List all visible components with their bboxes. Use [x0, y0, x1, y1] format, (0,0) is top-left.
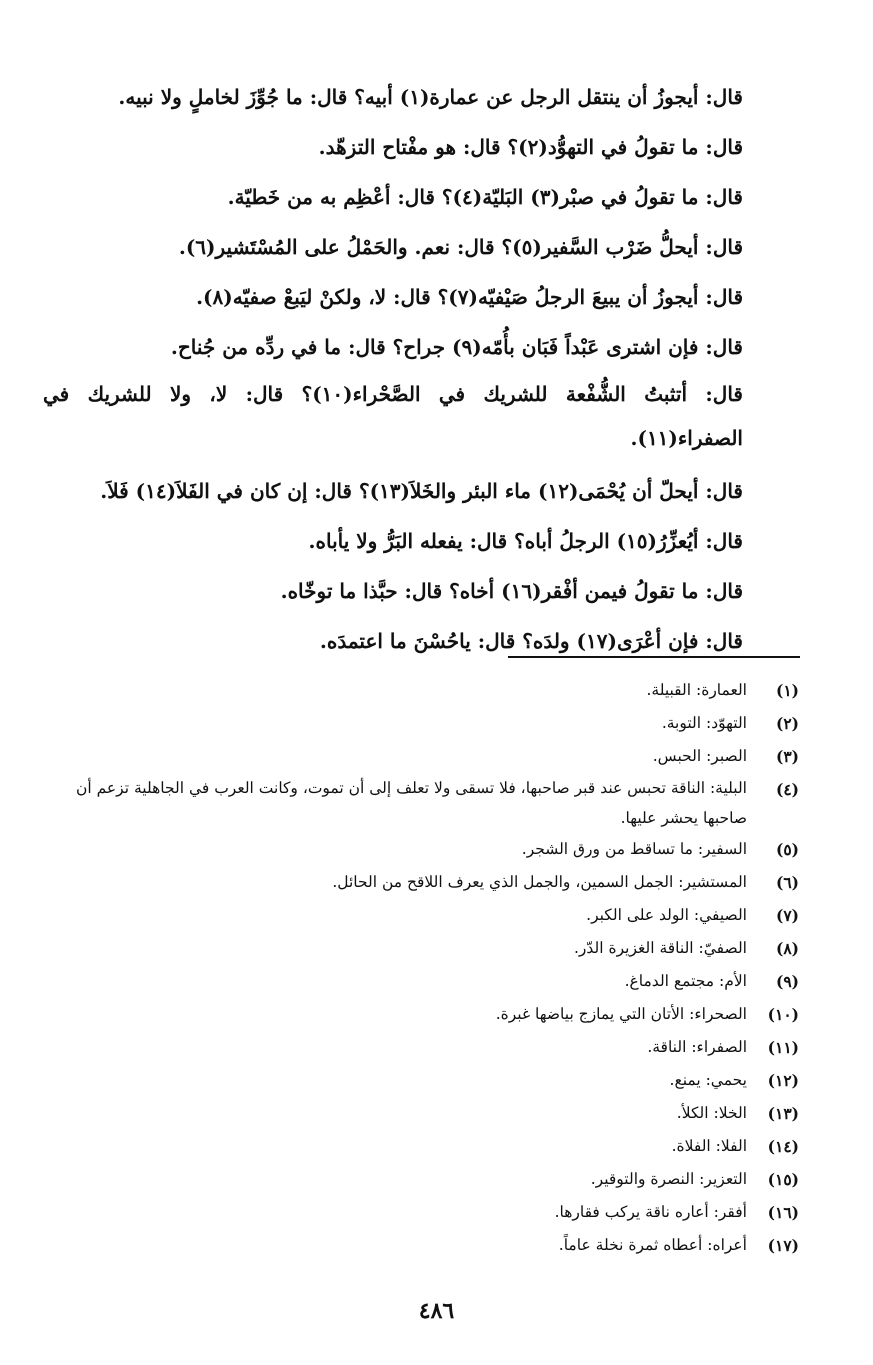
footnote — [39, 1064, 799, 1097]
footnote — [39, 1163, 799, 1196]
footnote-number: (١٦) — [767, 1203, 799, 1222]
footnote — [39, 965, 799, 998]
paragraph: قال: فإن اشترى عَبْداً فَبَان بأُمّه(٩) جراح؟ قال: ما في ردِّه من جُناح. — [170, 335, 743, 359]
footnote — [39, 1097, 799, 1130]
paragraph: قال: أيجوزُ أن ينتقل الرجل عن عمارة(١) أبيه؟ قال: ما جُوِّزَ لخاملٍ ولا نبيه. — [118, 85, 743, 109]
footnote — [39, 866, 799, 899]
page-number: ٤٨٦ — [418, 1298, 455, 1324]
footnote — [39, 674, 799, 707]
footnote-text: البلية: الناقة تحبس عند قبر صاحبها، فلا تسقى ولا تعلف إلى أن تموت، وكانت العرب في الجاهلية تزعم أن صاحبها يحشر عليها. — [76, 779, 747, 827]
footnote-number: (٤) — [775, 780, 799, 799]
paragraph: قال: ما تقولُ في صبْر(٣) البَليّة(٤)؟ قال: أعْظِم به من خَطيّة. — [227, 185, 743, 209]
footnote-text: الصفيّ: الناقة الغزيرة الدّر. — [573, 939, 747, 957]
footnote-text: الأم: مجتمع الدماغ. — [624, 972, 747, 990]
footnote-number: (٩) — [775, 972, 799, 991]
footnote-text: السفير: ما تساقط من ورق الشجر. — [521, 840, 747, 858]
footnote — [39, 1229, 799, 1262]
footnote-text: التهوّد: التوبة. — [661, 714, 747, 732]
footnote-text: العمارة: القبيلة. — [646, 681, 747, 699]
footnote-number: (٣) — [775, 747, 799, 766]
paragraph: قال: ما تقولُ في التهوُّد(٢)؟ قال: هو مفْتاح التزهّد. — [318, 135, 743, 159]
paragraph: قال: ما تقولُ فيمن أفْقر(١٦) أخاه؟ قال: حبَّذا ما توخّاه. — [280, 579, 743, 603]
footnote-text: يحمي: يمنع. — [669, 1071, 747, 1089]
footnote — [39, 1130, 799, 1163]
footnote-text: أعراه: أعطاه ثمرة نخلة عاماً. — [558, 1236, 747, 1254]
footnote-text: أفقر: أعاره ناقة يركب فقارها. — [554, 1203, 747, 1221]
footnote-number: (١٢) — [767, 1071, 799, 1090]
footnote — [39, 1196, 799, 1229]
footnote-text: المستشير: الجمل السمين، والجمل الذي يعرف اللاقح من الحائل. — [332, 873, 747, 891]
paragraph: قال: أيُعزِّرُ(١٥) الرجلُ أباه؟ قال: يفعله البَرُّ ولا يأباه. — [308, 529, 743, 553]
footnote-number: (٧) — [775, 906, 799, 925]
paragraph: قال: فإن أعْرَى(١٧) ولدَه؟ قال: ياحُسْنَ ما اعتمدَه. — [319, 629, 743, 653]
footnote-number: (١) — [775, 681, 799, 700]
footnote — [39, 1031, 799, 1064]
footnote-text: الفلا: الفلاة. — [671, 1137, 747, 1155]
footnote-number: (٢) — [775, 714, 799, 733]
paragraph: قال: أتثبتُ الشُّفْعة للشريك في الصَّحْراء(١٠)؟ قال: لا، ولا للشريك في الصفراء(١١). — [43, 382, 743, 450]
footnote — [39, 932, 799, 965]
footnote-number: (١٥) — [767, 1170, 799, 1189]
footnote-divider — [508, 656, 800, 658]
footnote — [39, 998, 799, 1031]
footnote-number: (١٤) — [767, 1137, 799, 1156]
paragraph: قال: أيحلّ أن يُحْمَى(١٢) ماء البئر والخَلاَ(١٣)؟ قال: إن كان في الفَلاَ(١٤) فَلاَ. — [100, 479, 743, 503]
footnote-text: الصبر: الحبس. — [652, 747, 747, 765]
footnote-number: (٦) — [775, 873, 799, 892]
footnote — [39, 899, 799, 932]
footnote-text: التعزير: النصرة والتوقير. — [590, 1170, 747, 1188]
footnote-number: (٥) — [775, 840, 799, 859]
footnotes — [39, 674, 799, 1262]
footnote-number: (١٠) — [767, 1005, 799, 1024]
paragraph: قال: أيحلُّ ضَرْب السَّفير(٥)؟ قال: نعم. والحَمْلُ على المُسْتَشير(٦). — [178, 235, 743, 259]
paragraph: قال: أيجوزُ أن يبيعَ الرجلُ صَيْفيّه(٧)؟ قال: لا، ولكنْ ليَبعْ صفيّه(٨). — [196, 285, 743, 309]
footnote — [39, 833, 799, 866]
footnote-number: (١٧) — [767, 1236, 799, 1255]
footnote-text: الصحراء: الأتان التي يمازج بياضها غبرة. — [495, 1005, 747, 1023]
footnote — [39, 707, 799, 740]
footnote — [39, 740, 799, 773]
footnote — [39, 773, 799, 833]
main-text — [43, 72, 743, 666]
footnote-number: (١٣) — [767, 1104, 799, 1123]
footnote-text: الخلا: الكلأ. — [676, 1104, 747, 1122]
footnote-text: الصيفي: الولد على الكبر. — [586, 906, 747, 924]
footnote-text: الصفراء: الناقة. — [647, 1038, 747, 1056]
footnote-number: (٨) — [775, 939, 799, 958]
footnote-number: (١١) — [767, 1038, 799, 1057]
